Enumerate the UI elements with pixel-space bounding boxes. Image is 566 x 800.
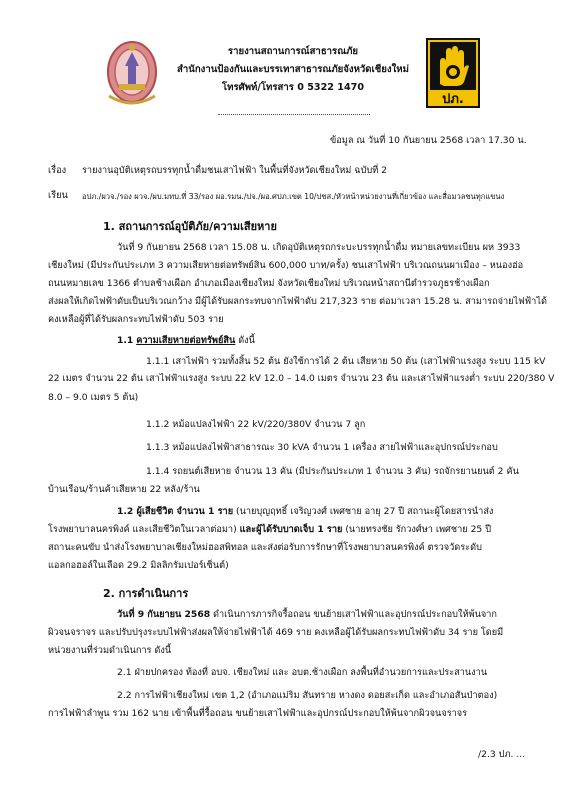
casualty-text: โรงพยาบาลนครพิงค์ และเสียชีวิตในเวลาต่อมา)	[48, 524, 240, 535]
item-1-1-1-line: 22 เมตร จำนวน 22 ต้น เสาไฟฟ้าแรงสูง ระบบ 22 kV 12.0 – 14.0 เมตร จำนวน 23 ต้น และเสาไฟฟ้าแรงต่ำ ระบบ 220/380 V	[48, 374, 555, 384]
section1-para-line: ถนนหมายเลข 1366 ตำบลช้างเผือก อำเภอเมืองเชียงใหม่ จังหวัดเชียงใหม่ บริเวณหน้าสถานีตำรวจภูธรช้างเผือก	[48, 278, 490, 289]
item-1-1-4-line: 1.1.4 รถยนต์เสียหาย จำนวน 13 คัน (มีประกันประเภท 1 จำนวน 3 คัน) รถจักรยานยนต์ 2 คัน	[146, 466, 519, 477]
office-phone: โทรศัพท์/โทรสาร 0 5322 1470	[222, 82, 364, 93]
office-name: สำนักงานป้องกันและบรรเทาสาธารณภัยจังหวัดเชียงใหม่	[177, 64, 409, 75]
injured-count: และผู้ได้รับบาดเจ็บ 1 ราย	[239, 524, 343, 535]
subsection-1-2-line: สถานะคนขับ นำส่งโรงพยาบาลเชียงใหม่ฮอสพิทอล และส่งต่อรับการรักษาที่โรงพยาบาลนครพิงค์ ตรวจวัดระดับ	[48, 542, 482, 553]
item-2-2-line: 2.2 การไฟฟ้าเชียงใหม่ เขต 1,2 (อำเภอแม่ริม สันทราย หางดง ดอยสะเก็ด และอำเภอสันป่าตอง)	[117, 690, 498, 701]
section2-title: 2. การดำเนินการ	[103, 587, 189, 600]
section1-para-line: คงเหลือผู้ที่ได้รับผลกระทบไฟฟ้าดับ 503 ราย	[48, 314, 224, 325]
subsection-1-2-line: แอลกอฮอล์ในเลือด 29.2 มิลลิกรัมเปอร์เซ็นต์)	[48, 560, 229, 571]
action-text: ดำเนินการภารกิจรื้อถอน ขนย้ายเสาไฟฟ้าและอุปกรณ์ประกอบให้พ้นจาก	[210, 609, 497, 620]
dpm-logo-text: ปภ.	[442, 92, 464, 107]
section2-para-line	[117, 608, 497, 621]
subsection-1-2-title: 1.2 ผู้เสียชีวิต จำนวน 1 ราย	[117, 506, 234, 517]
subject-label: เรื่อง	[48, 165, 67, 176]
section1-title: 1. สถานการณ์อุบัติภัย/ความเสียหาย	[103, 220, 277, 233]
subsection-1-2-line	[117, 505, 493, 518]
header-divider	[218, 114, 370, 115]
subsection-1-1-title: ความเสียหายต่อทรัพย์สิน	[136, 335, 236, 346]
action-date: วันที่ 9 กันยายน 2568	[117, 609, 211, 620]
item-2-1: 2.1 ฝ่ายปกครอง ท้องที่ อบจ. เชียงใหม่ และ อบต.ช้างเผือก ลงพื้นที่อำนวยการและประสานงาน	[117, 667, 488, 678]
item-2-2-line: การไฟฟ้าลำพูน รวม 162 นาย เข้าพื้นที่รื้อถอน ขนย้ายเสาไฟฟ้าและอุปกรณ์ประกอบให้พ้นจากผิวจนจราจร	[48, 708, 468, 719]
subsection-1-1	[117, 334, 255, 347]
casualty-text: (นายทรงชัย รักวงศ์ษา เพศชาย 25 ปี	[342, 524, 492, 535]
section1-para-line: วันที่ 9 กันยายน 2568 เวลา 15.08 น. เกิดอุบัติเหตุรถกระบะบรรทุกน้ำดื่ม หมายเลขทะเบียน ผห 3933	[117, 242, 521, 253]
item-1-1-1-line: 1.1.1 เสาไฟฟ้า รวมทั้งสิ้น 52 ต้น ยังใช้การได้ 2 ต้น เสียหาย 50 ต้น (เสาไฟฟ้าแรงสูง ระบบ 115 kV	[146, 356, 546, 367]
section1-para-line: ส่งผลให้เกิดไฟฟ้าดับเป็นบริเวณกว้าง มีผู้ได้รับผลกระทบจากไฟฟ้าดับ 217,323 ราย ต่อมาเวลา 15.28 น. สามารถจ่ายไฟฟ้าได้	[48, 296, 547, 307]
dateline: ข้อมูล ณ วันที่ 10 กันยายน 2568 เวลา 17.30 น.	[330, 135, 527, 146]
subsection-1-2-line	[48, 523, 491, 536]
provincial-seal-icon	[103, 38, 161, 110]
report-title: รายงานสถานการณ์สาธารณภัย	[227, 46, 359, 57]
to-label: เรียน	[48, 190, 68, 201]
item-1-1-4-line: บ้านเรือน/ร้านค้าเสียหาย 22 หลัง/ร้าน	[48, 484, 200, 495]
section2-para-line: หน่วยงานที่ร่วมดำเนินการ ดังนี้	[48, 645, 172, 656]
item-1-1-1-line: 8.0 – 9.0 เมตร 5 ต้น)	[48, 392, 139, 403]
section1-para-line: เชียงใหม่ (มีประกันประเภท 3 ความเสียหายต่อทรัพย์สิน 600,000 บาท/ครั้ง) ชนเสาไฟฟ้า บริเวณถนนผาเมือง – หนองฮ่อ	[48, 260, 524, 271]
dpm-hand-emblem-icon	[426, 38, 480, 108]
subsection-1-1-num: 1.1	[117, 335, 134, 346]
subject-text: รายงานอุบัติเหตุรถบรรทุกน้ำดื่มชนเสาไฟฟ้า ในพื้นที่จังหวัดเชียงใหม่ ฉบับที่ 2	[82, 165, 388, 176]
to-text: อปภ./ผวจ./รอง ผวจ./ผบ.มทบ.ที่ 33/รอง ผอ.รมน./ปจ./ผอ.ศปภ.เขต 10/ปชส./หัวหน้าหน่วยงานที่เกี่ยวข้อง และสื่อมวลชนทุกแขนง	[82, 192, 505, 201]
section2-para-line: ผิวจนจราจร และปรับปรุงระบบไฟฟ้าส่งผลให้จ่ายไฟฟ้าได้ 469 ราย คงเหลือผู้ได้รับผลกระทบไฟฟ้าดับ 34 ราย โดยมี	[48, 627, 504, 638]
subsection-1-1-tail: ดังนี้	[238, 335, 255, 346]
casualty-text: (นายบุญฤทธิ์ เจริญวงศ์ เพศชาย อายุ 27 ปี สถานะผู้โดยสารนำส่ง	[233, 506, 494, 517]
item-1-1-2: 1.1.2 หม้อแปลงไฟฟ้า 22 kV/220/380V จำนวน 7 ลูก	[146, 419, 366, 430]
continuation-note: /2.3 ปภ. ...	[478, 749, 526, 760]
item-1-1-3: 1.1.3 หม้อแปลงไฟฟ้าสาธารณะ 30 kVA จำนวน 1 เครื่อง สายไฟฟ้าและอุปกรณ์ประกอบ	[146, 442, 498, 453]
